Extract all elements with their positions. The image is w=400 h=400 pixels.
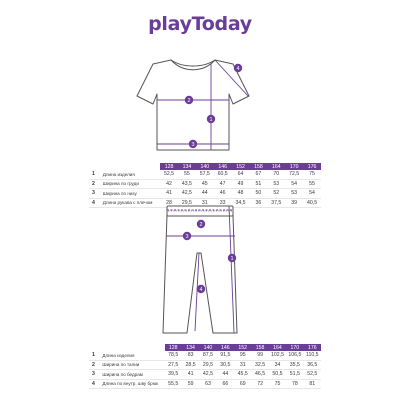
table-row	[89, 189, 321, 199]
table-row	[89, 170, 321, 179]
table-cell: 51	[255, 180, 262, 187]
table-cell: 41	[187, 371, 194, 378]
table-row	[89, 179, 321, 189]
row-number: 3	[92, 371, 95, 378]
table-cell: 87,5	[202, 352, 214, 359]
table-cell: 75	[309, 171, 315, 178]
pants-marker-2	[197, 220, 205, 228]
table-cell: 64	[237, 171, 244, 178]
table-cell: 32,5	[255, 361, 266, 368]
table-cell: 59	[187, 380, 194, 387]
table-cell: 70	[273, 171, 280, 178]
table-cell: 49	[237, 180, 244, 187]
pants-size-table	[89, 344, 321, 389]
row-label: Ширина по талии	[102, 362, 140, 368]
table-cell: 67	[255, 171, 262, 178]
table-cell: 60,5	[217, 171, 228, 178]
pants-size-header-row	[89, 344, 321, 351]
table-row	[89, 360, 321, 370]
table-cell: 46	[219, 190, 226, 197]
table-cell: 42,5	[202, 371, 214, 378]
tshirt-marker-4	[234, 64, 242, 72]
size-header: 158	[251, 344, 268, 351]
table-cell: 72	[257, 380, 263, 387]
row-label: Длина по внутр. шву брюк	[102, 381, 159, 387]
brand-logo: playToday	[148, 13, 252, 35]
table-cell: 42,5	[181, 190, 192, 197]
table-cell: 53	[291, 190, 298, 197]
table-cell: 50	[255, 190, 262, 197]
table-cell: 102,5	[270, 352, 284, 359]
table-cell: 33	[219, 199, 226, 206]
table-cell: 43,5	[181, 180, 192, 187]
tshirt-marker-1	[207, 115, 215, 123]
table-cell: 69	[239, 380, 246, 387]
table-cell: 46,5	[255, 371, 266, 378]
svg-text:4: 4	[199, 287, 203, 293]
table-cell: 52,5	[163, 171, 175, 178]
svg-text:3: 3	[185, 234, 189, 240]
tshirt-marker-2	[185, 96, 193, 104]
row-number: 4	[92, 199, 95, 206]
table-cell: 29,5	[202, 361, 214, 368]
row-number: 1	[92, 352, 95, 359]
table-cell: 55	[184, 171, 190, 178]
size-header: 176	[303, 163, 321, 170]
table-cell: 78,5	[168, 352, 179, 359]
row-number: 1	[92, 171, 95, 178]
size-header: 134	[182, 344, 199, 351]
table-cell: 44	[222, 371, 229, 378]
size-header: 170	[285, 163, 303, 170]
table-cell: 44	[201, 190, 208, 197]
header-spacer	[89, 163, 103, 170]
table-cell: 52	[273, 190, 280, 197]
table-cell: 29,5	[181, 199, 192, 206]
row-label: Ширина по низу	[102, 190, 137, 196]
size-header: 146	[214, 163, 232, 170]
size-header: 164	[269, 344, 286, 351]
row-label: Длина изделия	[102, 352, 135, 358]
table-cell: 39	[291, 199, 298, 206]
table-cell: 53	[273, 180, 280, 187]
table-cell: 55	[309, 180, 315, 187]
table-cell: 83	[187, 352, 194, 359]
table-cell: 63	[205, 380, 211, 387]
table-cell: 28	[166, 199, 172, 206]
table-cell: 54	[291, 180, 298, 187]
table-cell: 91,5	[220, 352, 231, 359]
table-cell: 45	[201, 180, 208, 187]
tshirt-size-header-row	[89, 163, 321, 170]
table-cell: 36	[255, 199, 262, 206]
svg-text:2: 2	[187, 98, 191, 104]
size-header: 134	[178, 163, 196, 170]
table-cell: 27,5	[168, 361, 179, 368]
tshirt-outline	[137, 60, 249, 150]
table-cell: 95	[239, 352, 246, 359]
svg-text:4: 4	[236, 66, 240, 72]
table-cell: 45,5	[237, 371, 248, 378]
size-header: 128	[165, 344, 182, 351]
size-header: 140	[199, 344, 216, 351]
size-header: 164	[267, 163, 285, 170]
row-number: 2	[92, 180, 95, 187]
size-header: 140	[196, 163, 214, 170]
table-cell: 36,5	[307, 361, 318, 368]
table-cell: 99	[257, 352, 263, 359]
table-cell: 30,5	[220, 361, 231, 368]
table-cell: 51,5	[289, 371, 300, 378]
svg-text:1: 1	[230, 256, 234, 262]
header-spacer	[102, 344, 164, 351]
tshirt-sketch	[125, 52, 275, 160]
table-cell: 34	[274, 361, 281, 368]
size-header: 152	[234, 344, 251, 351]
table-cell: 50,5	[272, 371, 283, 378]
table-cell: 47	[219, 180, 226, 187]
table-cell: 48	[237, 190, 244, 197]
table-cell: 42	[166, 180, 172, 187]
table-cell: 39,5	[168, 371, 179, 378]
header-spacer	[103, 163, 160, 170]
size-header: 128	[160, 163, 178, 170]
table-cell: 78	[291, 380, 298, 387]
table-cell: 54	[309, 190, 315, 197]
table-cell: 66	[222, 380, 229, 387]
table-cell: 110,5	[305, 352, 319, 359]
table-row	[89, 370, 321, 380]
pants-marker-4	[197, 285, 205, 293]
table-cell: 57,5	[199, 171, 210, 178]
table-cell: 37,5	[271, 199, 282, 206]
size-header: 146	[217, 344, 234, 351]
size-header: 170	[286, 344, 303, 351]
size-header: 152	[232, 163, 250, 170]
table-cell: 55,5	[168, 380, 179, 387]
table-cell: 52,5	[307, 371, 318, 378]
table-cell: 31	[201, 199, 208, 206]
table-cell: 35,5	[289, 361, 300, 368]
svg-text:1: 1	[209, 117, 213, 123]
row-label: Длина рукава с плечом	[102, 200, 153, 206]
table-cell: 72,5	[289, 171, 300, 178]
pants-marker-3	[183, 232, 191, 240]
table-cell: 31	[239, 361, 246, 368]
svg-text:2: 2	[199, 222, 203, 228]
row-label: Длина изделия	[102, 171, 135, 177]
size-header: 158	[249, 163, 267, 170]
table-row	[89, 351, 321, 360]
table-cell: 41	[166, 190, 172, 197]
row-number: 4	[92, 380, 95, 387]
table-cell: 81	[309, 380, 316, 387]
table-cell: 106,5	[288, 352, 302, 359]
table-row	[89, 379, 321, 389]
tshirt-size-table	[89, 163, 321, 208]
pants-sketch	[155, 203, 245, 340]
header-spacer	[89, 344, 102, 351]
svg-text:3: 3	[191, 142, 195, 148]
tshirt-marker-3	[189, 140, 197, 148]
size-header: 176	[304, 344, 321, 351]
pants-outline	[163, 215, 237, 333]
row-number: 2	[92, 361, 95, 368]
table-cell: 75	[274, 380, 281, 387]
row-label: Ширина по бедрам	[102, 371, 143, 377]
table-cell: 28,5	[185, 361, 196, 368]
row-number: 3	[92, 190, 95, 197]
pants-marker-1	[228, 254, 236, 262]
table-cell: 40,5	[306, 199, 318, 206]
table-cell: 34,5	[235, 199, 246, 206]
row-label: Ширина по груди	[102, 181, 139, 187]
